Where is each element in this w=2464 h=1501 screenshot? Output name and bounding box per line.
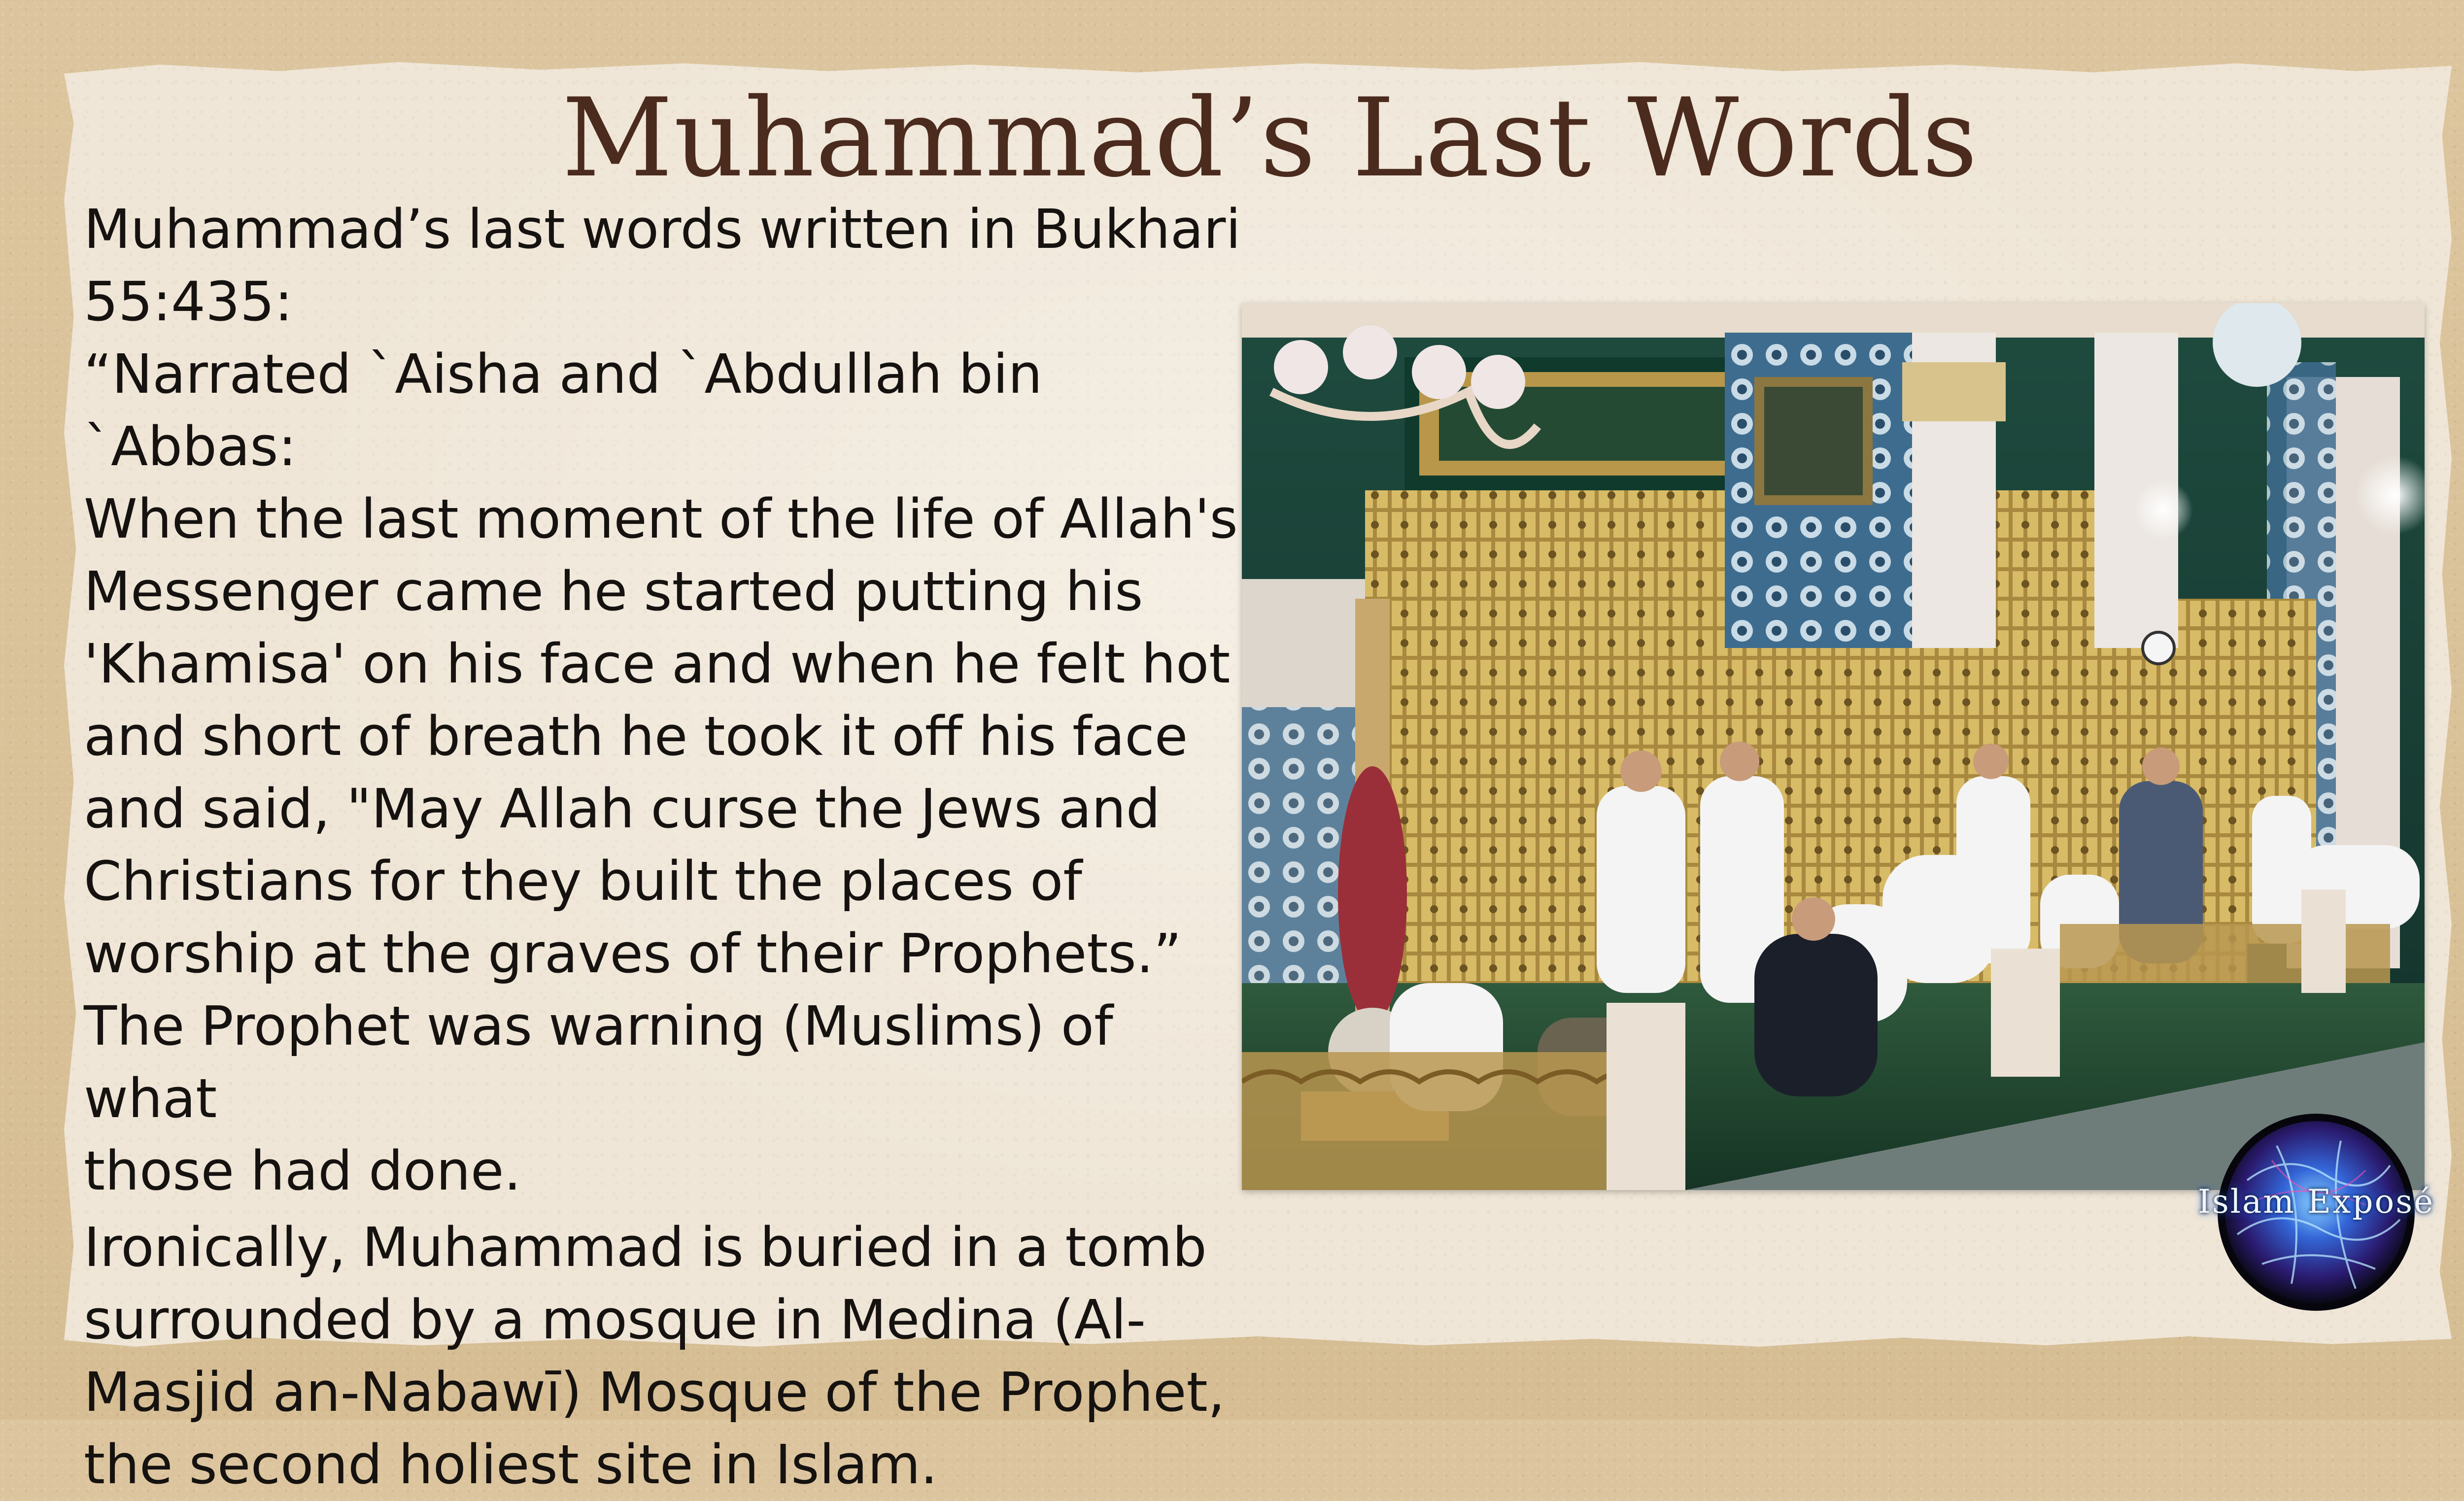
- text-line-14: surrounded by a mosque in Medina (Al-: [84, 1288, 1146, 1351]
- text-line-1: Muhammad’s last words written in Bukhari: [84, 198, 1241, 261]
- text-line-2: 55:435:: [84, 270, 293, 333]
- islam-expose-logo: [2178, 1106, 2454, 1318]
- text-line-15: Masjid an-Nabawī) Mosque of the Prophet,: [84, 1361, 1225, 1424]
- text-line-9: Christians for they built the places of: [84, 850, 1083, 913]
- text-line-5: Messenger came he started putting his: [84, 560, 1143, 623]
- text-line-8: and said, "May Allah curse the Jews and: [84, 777, 1161, 840]
- text-line-13: Ironically, Muhammad is buried in a tomb: [84, 1216, 1207, 1279]
- text-line-12: those had done.: [84, 1139, 521, 1202]
- logo-text: Islam Exposé: [2197, 1183, 2435, 1221]
- mosque-photo: [1242, 303, 2425, 1190]
- text-line-3: “Narrated `Aisha and `Abdullah bin `Abbas:: [84, 342, 1043, 478]
- mosque-interior-illustration: [1242, 303, 2425, 1190]
- text-line-4: When the last moment of the life of Allah's: [84, 487, 1238, 550]
- slide-body: [84, 193, 1257, 1501]
- text-line-6: 'Khamisa' on his face and when he felt hot: [84, 632, 1231, 695]
- text-line-16: the second holiest site in Islam.: [84, 1433, 938, 1496]
- slide-title: Muhammad’s Last Words: [562, 75, 1979, 201]
- text-line-7: and short of breath he took it off his face: [84, 705, 1188, 768]
- text-line-10: worship at the graves of their Prophets.”: [84, 922, 1182, 985]
- text-line-11: The Prophet was warning (Muslims) of what: [84, 994, 1113, 1130]
